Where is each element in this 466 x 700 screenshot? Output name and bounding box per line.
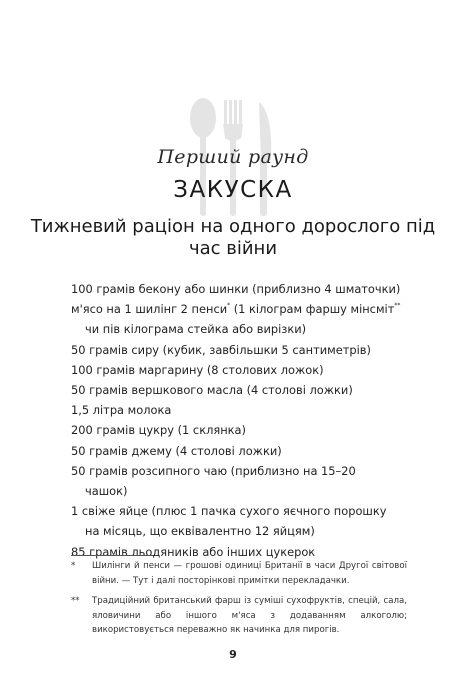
ingredient-text: м'ясо на 1 шилінг 2 пенси [71,302,228,317]
round-script-title: Перший раунд [157,146,309,168]
page-number: 9 [229,648,237,661]
footnote-mark: * [227,302,231,310]
footnotes [71,559,407,644]
ingredient-item: 50 грамів розсипного чаю (приблизно на 15–20 чашок) [71,463,356,499]
footnote-mark: ** [71,596,80,607]
page-title: Тижневий раціон на одного дорослого під час війни [30,216,436,259]
ingredient-item: 50 грамів джему (4 столові ложки) [71,443,282,458]
footnote-mark: * [71,561,76,571]
footnote-mark: ** [394,302,401,310]
ingredient-item: 1 свіже яйце (плюс 1 пачка сухого яєчного порошку на місяць, що еквівалентно 12 яйцям) [71,504,387,539]
ingredient-text-middle: (1 кілограм фаршу мінсміт [230,302,395,317]
ingredient-item: 200 грамів цукру (1 склянка) [71,423,246,438]
ingredient-item: 50 грамів сиру (кубик, завбільшки 5 сантиметрів) [71,342,371,357]
footnote-text: Шилінги й пенси — грошові одиниці Британії в часи Другої світової війни. — Тут і далі посторінкові примітки перекладачки. [92,561,407,586]
ingredient-item: 100 грамів бекону або шинки (приблизно 4 шматочки) [71,282,401,296]
chapter-title: ЗАКУСКА [173,177,293,203]
ingredient-item: 1,5 літра молока [71,403,172,418]
footnote [71,594,407,638]
footnote [71,559,407,588]
ingredient-item: 50 грамів вершкового масла (4 столові ложки) [71,383,353,398]
ingredient-list [71,279,401,562]
ingredient-item [71,299,401,339]
ingredient-text-end: чи пів кілограма стейка або вирізки) [85,322,307,337]
ingredient-item: 100 грамів маргарину (8 столових ложок) [71,362,324,377]
footnote-text: Традиційний британський фарш із суміші сухофруктів, спецій, сала, яловичини або іншого м'яса з додаванням алкоголю; використовується переважно як начинка для пирогів. [92,596,407,636]
footnote-divider [71,555,153,556]
ingredient-item: 85 грамів льодяників або інших цукерок [71,544,316,559]
